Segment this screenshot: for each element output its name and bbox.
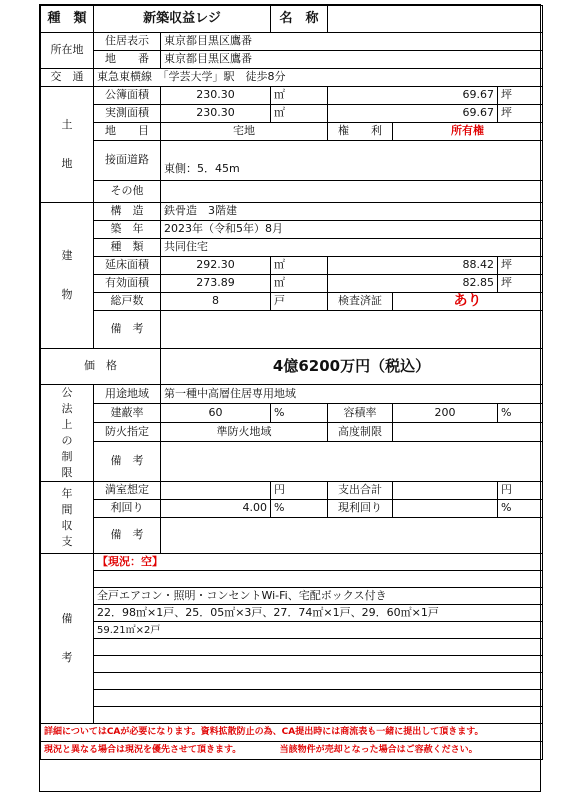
footer-note-1: 詳細についてはCAが必要になります。資料拡散防止の為、CA提出時には商流表も一緒に提出して頂きます。 [41,724,543,742]
legal-label-char-3: 上 [61,418,73,431]
registry-area-tsubo: 69.67 [328,87,498,105]
actual-area-label: 実測面積 [94,105,161,123]
building-label-char-1: 建 [61,249,73,263]
remarks-line [94,571,543,588]
effective-area-tsubo: 82.85 [328,275,498,293]
road-label: 接面道路 [94,141,161,181]
remarks-line: 22．98㎡×1戸、25．05㎡×3戸、27．74㎡×1戸、29．60㎡×1戸 [94,605,543,622]
building-remarks-label: 備 考 [94,311,161,349]
remarks-label-char-1: 備 [61,612,73,626]
registry-area-unit-m2: ㎡ [271,87,328,105]
floor-area-label: 延床面積 [94,257,161,275]
building-label [41,203,94,349]
floor-area-tsubo: 88.42 [328,257,498,275]
yield-label: 利回り [94,500,161,518]
property-sheet [39,4,541,792]
type-value: 新築収益レジ [94,6,271,33]
actual-area-m2: 230.30 [161,105,271,123]
actual-area-tsubo: 69.67 [328,105,498,123]
effective-area-label: 有効面積 [94,275,161,293]
legal-label-char-6: 限 [61,466,73,479]
bcr-value: 60 [161,403,271,422]
legal-remarks-label: 備 考 [94,441,161,481]
annual-label [41,482,94,554]
inspection-value: あり [393,293,543,311]
footer-note-2-right: 当該物件が売却となった場合はご容赦ください。 [279,744,478,755]
land-type-label: 地 目 [94,123,161,141]
transport-label: 交 通 [41,69,94,87]
remarks-line [94,690,543,707]
zoning-label: 用途地域 [94,385,161,404]
registry-area-m2: 230.30 [161,87,271,105]
transport-value: 東急東横線 「学芸大学」駅 徒歩8分 [94,69,543,87]
annual-remarks-value [161,518,543,554]
land-label-char-2: 地 [61,156,73,170]
building-label-char-2: 物 [61,287,73,301]
far-label: 容積率 [328,403,393,422]
built-value: 2023年（令和5年）8月 [161,221,543,239]
floor-area-m2: 292.30 [161,257,271,275]
road-value-top [161,141,543,159]
expense-label: 支出合計 [328,482,393,500]
units-unit: 戸 [271,293,328,311]
rights-value: 所有権 [393,123,543,141]
full-occupancy-unit: 円 [271,482,328,500]
legal-label-char-2: 法 [61,402,73,415]
actual-area-unit-tsubo: 坪 [498,105,543,123]
height-value [393,422,543,441]
remarks-line [94,639,543,656]
registry-area-unit-tsubo: 坪 [498,87,543,105]
other-label: その他 [94,181,161,203]
remarks-label [41,554,94,724]
full-occupancy-value [161,482,271,500]
residence-value: 東京都目黒区鷹番 [161,33,543,51]
legal-label [41,385,94,482]
kind-value: 共同住宅 [161,239,543,257]
annual-label-char-4: 支 [61,534,73,548]
rights-label: 権 利 [328,123,393,141]
remarks-label-char-2: 考 [61,650,73,664]
legal-label-char-1: 公 [61,386,73,399]
actual-area-unit-m2: ㎡ [271,105,328,123]
property-table [40,5,543,760]
residence-label: 住居表示 [94,33,161,51]
units-value: 8 [161,293,271,311]
far-unit: % [498,403,543,422]
built-label: 築 年 [94,221,161,239]
lot-value: 東京都目黒区鷹番 [161,51,543,69]
structure-label: 構 造 [94,203,161,221]
land-label-char-1: 土 [61,118,73,132]
fire-value: 準防火地域 [161,422,328,441]
floor-area-unit-m2: ㎡ [271,257,328,275]
current-yield-value [393,500,498,518]
legal-remarks-value [161,441,543,481]
effective-area-unit-tsubo: 坪 [498,275,543,293]
location-label: 所在地 [41,33,94,69]
yield-unit: % [271,500,328,518]
land-label [41,87,94,203]
fire-label: 防火指定 [94,422,161,441]
remarks-line [94,656,543,673]
annual-label-char-1: 年 [61,486,73,500]
lot-label: 地 番 [94,51,161,69]
building-remarks-value [161,311,543,349]
far-value: 200 [393,403,498,422]
bcr-unit: % [271,403,328,422]
yield-value: 4.00 [161,500,271,518]
floor-area-unit-tsubo: 坪 [498,257,543,275]
remarks-line: 全戸エアコン・照明・コンセントWi-Fi、宅配ボックス付き [94,588,543,605]
header-row [41,6,543,33]
structure-value: 鉄骨造 3階建 [161,203,543,221]
footer-note-2-left: 現況と異なる場合は現況を優先させて頂きます。 [44,744,242,755]
effective-area-unit-m2: ㎡ [271,275,328,293]
price-value: 4億6200万円（税込） [161,349,543,385]
annual-label-char-2: 間 [61,502,73,516]
remarks-line: 59.21㎡×2戸 [94,622,543,639]
bcr-label: 建蔽率 [94,403,161,422]
kind-label: 種 類 [94,239,161,257]
price-label: 価 格 [41,349,161,385]
effective-area-m2: 273.89 [161,275,271,293]
remarks-line [94,673,543,690]
legal-label-char-5: 制 [61,450,73,463]
annual-remarks-label: 備 考 [94,518,161,554]
registry-area-label: 公簿面積 [94,87,161,105]
height-label: 高度制限 [328,422,393,441]
annual-label-char-3: 収 [61,518,73,532]
type-label: 種 類 [41,6,94,33]
land-type-value: 宅地 [161,123,328,141]
road-value: 東側：5．45m [161,159,543,181]
name-label: 名 称 [271,6,328,33]
expense-unit: 円 [498,482,543,500]
full-occupancy-label: 満室想定 [94,482,161,500]
current-yield-label: 現利回り [328,500,393,518]
current-yield-unit: % [498,500,543,518]
expense-value [393,482,498,500]
legal-label-char-4: の [61,434,73,447]
remarks-line [94,707,543,724]
units-label: 総戸数 [94,293,161,311]
remarks-status: 【現況：空】 [94,554,543,571]
other-value [161,181,543,203]
inspection-label: 検査済証 [328,293,393,311]
footer-note-2 [41,742,543,760]
name-value [328,6,543,33]
zoning-value: 第一種中高層住居専用地域 [161,385,543,404]
